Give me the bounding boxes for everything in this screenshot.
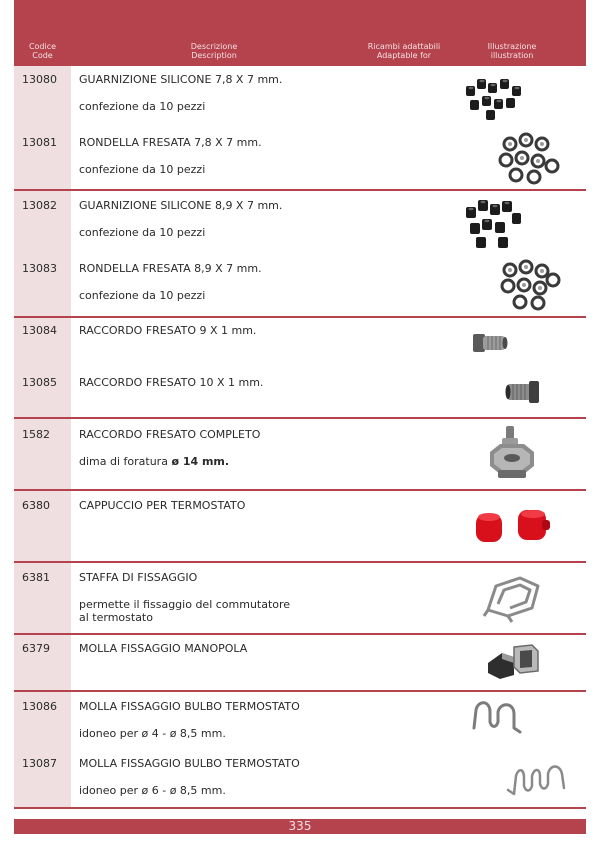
item-code: 1582 — [22, 428, 50, 441]
milled-fitting-icon — [470, 329, 510, 359]
header-illustration — [462, 42, 562, 60]
item-note: confezione da 10 pezzi — [79, 100, 206, 113]
header-code-label: Codice Code — [28, 42, 57, 60]
row-separator — [14, 807, 586, 809]
item-code: 13080 — [22, 73, 57, 86]
item-description: MOLLA FISSAGGIO MANOPOLA — [79, 642, 248, 655]
item-description: GUARNIZIONE SILICONE 7,8 X 7 mm. — [79, 73, 283, 86]
row-separator — [14, 690, 586, 692]
item-code: 13087 — [22, 757, 57, 770]
bulb-spring-icon — [470, 698, 524, 738]
item-description: RACCORDO FRESATO 9 X 1 mm. — [79, 324, 257, 337]
item-description: RONDELLA FRESATA 8,9 X 7 mm. — [79, 262, 262, 275]
item-description: RACCORDO FRESATO 10 X 1 mm. — [79, 376, 264, 389]
header-spares-label: Ricambi adattabili Adaptable for — [367, 42, 441, 60]
item-note-text: dima di foratura — [79, 455, 172, 468]
item-description: MOLLA FISSAGGIO BULBO TERMOSTATO — [79, 757, 300, 770]
row-separator — [14, 316, 586, 318]
item-note: idoneo per ø 6 - ø 8,5 mm. — [79, 784, 226, 797]
item-note: confezione da 10 pezzi — [79, 226, 206, 239]
item-note: confezione da 10 pezzi — [79, 163, 206, 176]
bulb-spring-wide-icon — [506, 760, 568, 802]
item-code: 13086 — [22, 700, 57, 713]
milled-fitting-icon — [503, 376, 543, 410]
header-illustration-label: Illustrazione illustration — [487, 42, 537, 60]
red-caps-icon — [472, 506, 558, 550]
complete-fitting-icon — [484, 424, 540, 482]
item-code: 6380 — [22, 499, 50, 512]
item-description: RONDELLA FRESATA 7,8 X 7 mm. — [79, 136, 262, 149]
row-separator — [14, 633, 586, 635]
item-code: 6381 — [22, 571, 50, 584]
item-code: 13082 — [22, 199, 57, 212]
item-code: 6379 — [22, 642, 50, 655]
item-note-bold: ø 14 mm. — [171, 455, 230, 468]
header-description-label: Descrizione Description — [190, 42, 238, 60]
item-code: 13083 — [22, 262, 57, 275]
header-spares — [354, 42, 454, 60]
item-note: idoneo per ø 4 - ø 8,5 mm. — [79, 727, 226, 740]
knob-spring-icon — [484, 641, 542, 681]
table-header — [14, 0, 586, 66]
item-note — [79, 455, 229, 468]
row-separator — [14, 189, 586, 191]
header-description — [164, 42, 264, 60]
item-description: CAPPUCCIO PER TERMOSTATO — [79, 499, 246, 512]
item-description: MOLLA FISSAGGIO BULBO TERMOSTATO — [79, 700, 300, 713]
header-code — [14, 42, 71, 60]
milled-washers-icon — [498, 258, 562, 313]
item-description: STAFFA DI FISSAGGIO — [79, 571, 198, 584]
page-number: 335 — [288, 819, 312, 833]
item-description: GUARNIZIONE SILICONE 8,9 X 7 mm. — [79, 199, 283, 212]
black-silicone-gaskets-icon — [462, 197, 526, 252]
item-code: 13084 — [22, 324, 57, 337]
row-separator — [14, 561, 586, 563]
milled-washers-icon — [496, 132, 560, 187]
black-silicone-gaskets-icon — [462, 74, 526, 124]
item-code: 13085 — [22, 376, 57, 389]
item-description: RACCORDO FRESATO COMPLETO — [79, 428, 261, 441]
row-separator — [14, 489, 586, 491]
item-code: 13081 — [22, 136, 57, 149]
page-footer — [14, 819, 586, 834]
row-separator — [14, 417, 586, 419]
item-note: confezione da 10 pezzi — [79, 289, 206, 302]
item-note: permette il fissaggio del commutatore al termostato — [79, 598, 291, 624]
bracket-icon — [482, 572, 546, 624]
